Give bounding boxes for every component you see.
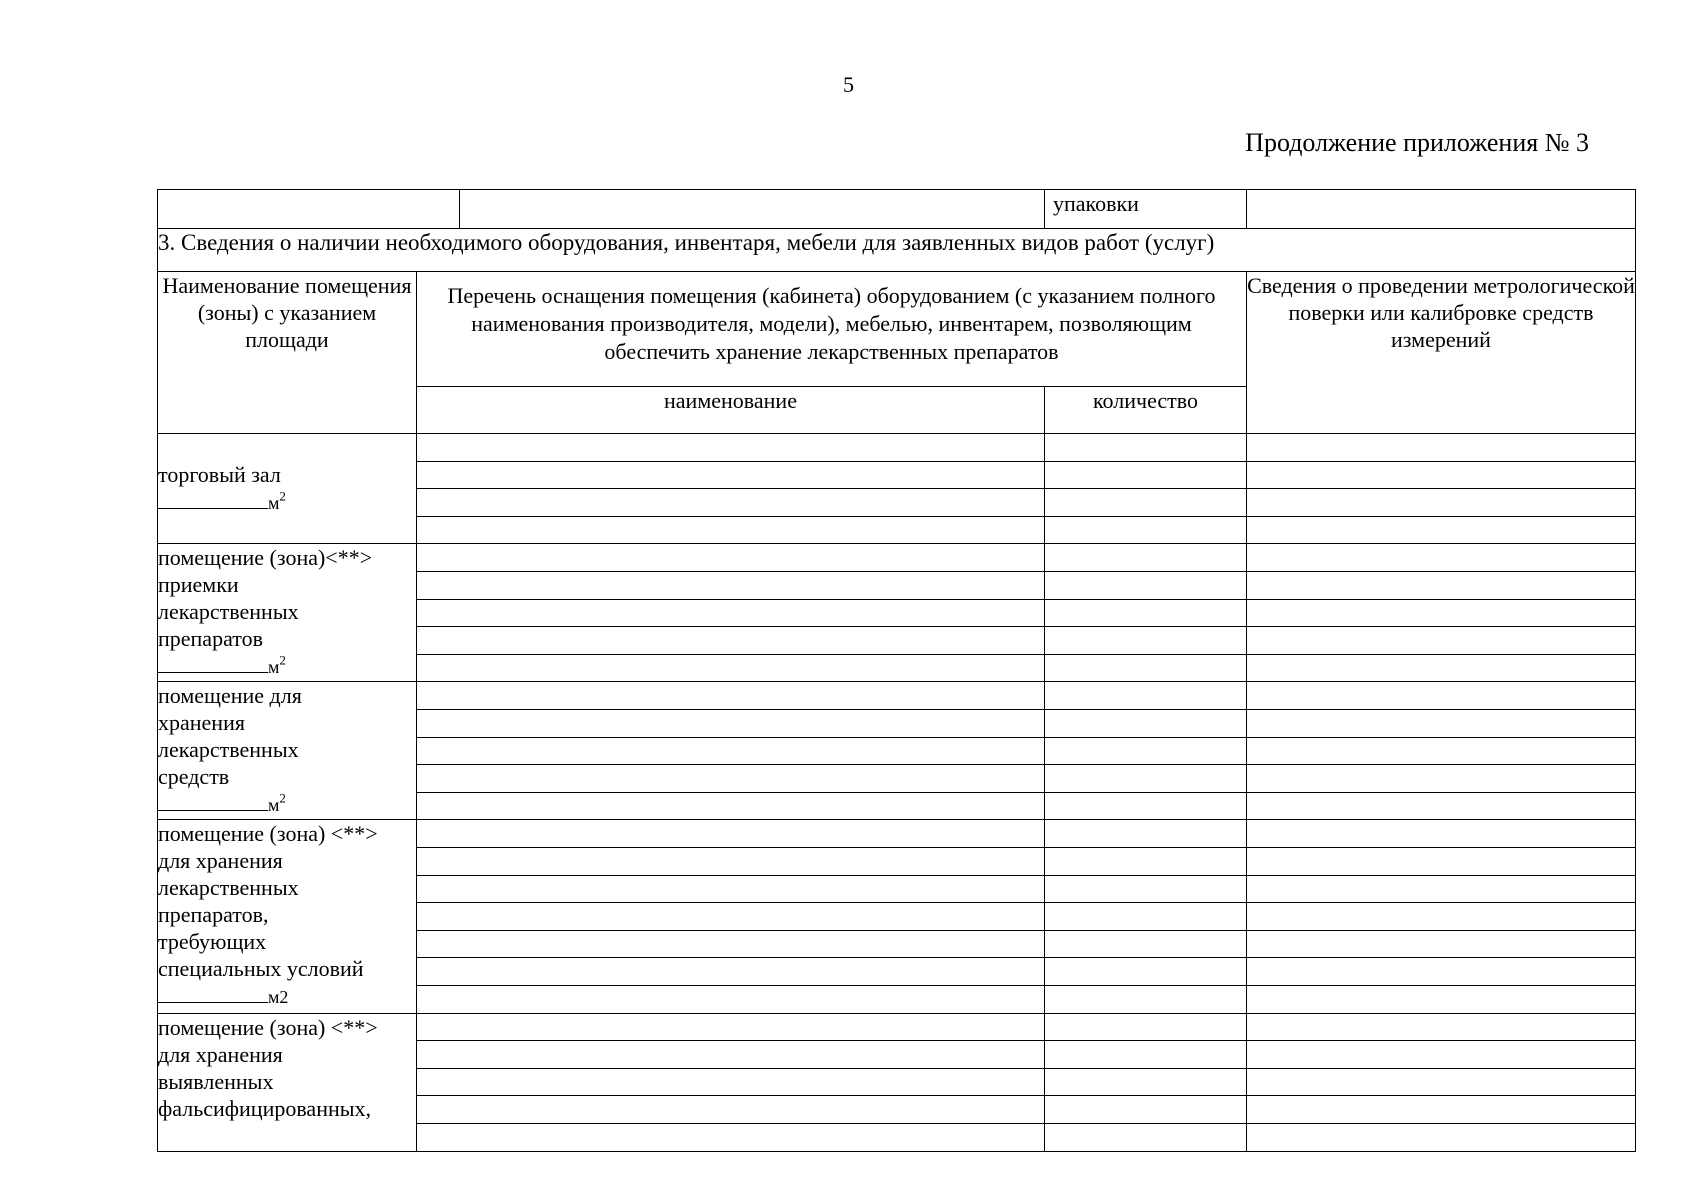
quantity-cell: [1045, 737, 1247, 765]
name-cell: [417, 709, 1045, 737]
header-name: наименование: [417, 387, 1045, 434]
name-cell: [417, 930, 1045, 958]
name-cell: [417, 847, 1045, 875]
name-cell: [417, 1013, 1045, 1041]
calibration-cell: [1247, 461, 1636, 489]
room-label-line: помещение для: [158, 683, 302, 709]
calibration-cell: [1247, 930, 1636, 958]
room-label-line: помещение (зона)<**>: [158, 545, 373, 571]
quantity-cell: [1045, 792, 1247, 820]
header-room: Наименование помещения (зоны) с указанием площади: [158, 272, 417, 434]
name-cell: [417, 544, 1045, 572]
room-label-line: средств: [158, 764, 230, 790]
calibration-cell: [1247, 985, 1636, 1013]
quantity-cell: [1045, 599, 1247, 627]
room-label-line: требующих: [158, 929, 267, 955]
calibration-cell: [1247, 958, 1636, 986]
room-cell: [158, 820, 417, 1013]
room-label-line: приемки: [158, 572, 239, 598]
calibration-cell: [1247, 489, 1636, 517]
calibration-cell: [1247, 1096, 1636, 1124]
room-label-line: помещение (зона) <**>: [158, 1014, 378, 1040]
name-cell: [417, 1041, 1045, 1069]
name-cell: [417, 434, 1045, 462]
calibration-cell: [1247, 847, 1636, 875]
calibration-cell: [1247, 544, 1636, 572]
header-quantity: количество: [1045, 387, 1247, 434]
quantity-cell: [1045, 1013, 1247, 1041]
quantity-cell: [1045, 847, 1247, 875]
name-cell: [417, 903, 1045, 931]
continuation-cell-3: упаковки: [1045, 190, 1247, 229]
calibration-cell: [1247, 434, 1636, 462]
calibration-cell: [1247, 820, 1636, 848]
calibration-cell: [1247, 682, 1636, 710]
name-cell: [417, 599, 1045, 627]
quantity-cell: [1045, 958, 1247, 986]
area-blank: [158, 794, 268, 811]
quantity-cell: [1045, 765, 1247, 793]
table-row: [158, 1013, 1636, 1041]
name-cell: [417, 627, 1045, 655]
room-label-line: специальных условий: [158, 956, 364, 982]
room-label-line: для хранения: [158, 1041, 283, 1067]
name-cell: [417, 654, 1045, 682]
name-cell: [417, 1096, 1045, 1124]
name-cell: [417, 1123, 1045, 1151]
room-cell: [158, 1013, 417, 1151]
room-label-line: фальсифицированных,: [158, 1095, 372, 1121]
area-blank: [158, 656, 268, 673]
room-area: $м^2$: [158, 488, 416, 517]
name-cell: [417, 682, 1045, 710]
page-number: 5: [843, 72, 854, 97]
room-area: $м^2$: [158, 790, 416, 819]
section-title-row: [158, 229, 1636, 272]
name-cell: [417, 875, 1045, 903]
room-label-line: хранения: [158, 710, 245, 736]
room-cell: [158, 434, 417, 544]
quantity-cell: [1045, 903, 1247, 931]
calibration-cell: [1247, 792, 1636, 820]
calibration-cell: [1247, 1041, 1636, 1069]
room-label: торговый зал: [158, 461, 281, 487]
name-cell: [417, 516, 1045, 544]
calibration-cell: [1247, 737, 1636, 765]
room-label-line: выявленных: [158, 1068, 274, 1094]
quantity-cell: [1045, 875, 1247, 903]
quantity-cell: [1045, 461, 1247, 489]
table-row: [158, 820, 1636, 848]
continuation-cell-1: [158, 190, 460, 229]
continuation-cell-4: [1247, 190, 1636, 229]
name-cell: [417, 461, 1045, 489]
name-cell: [417, 985, 1045, 1013]
name-cell: [417, 489, 1045, 517]
calibration-cell: [1247, 875, 1636, 903]
header-calibration: Сведения о проведении метрологической поверки или калибровке средств измерений: [1247, 272, 1636, 434]
quantity-cell: [1045, 434, 1247, 462]
room-label-line: помещение (зона) <**>: [158, 821, 378, 847]
quantity-cell: [1045, 627, 1247, 655]
equipment-form-table: [157, 189, 1636, 1152]
room-label-line: для хранения: [158, 848, 283, 874]
area-blank: [158, 492, 268, 509]
room-cell: [158, 682, 417, 820]
quantity-cell: [1045, 985, 1247, 1013]
name-cell: [417, 1068, 1045, 1096]
calibration-cell: [1247, 516, 1636, 544]
table-row: [158, 544, 1636, 572]
table-row: [158, 682, 1636, 710]
room-area: м2: [158, 982, 416, 1011]
quantity-cell: [1045, 930, 1247, 958]
quantity-cell: [1045, 1123, 1247, 1151]
quantity-cell: [1045, 544, 1247, 572]
name-cell: [417, 571, 1045, 599]
quantity-cell: [1045, 1041, 1247, 1069]
area-blank: [158, 986, 268, 1003]
calibration-cell: [1247, 709, 1636, 737]
room-label-line: лекарственных: [158, 599, 299, 625]
calibration-cell: [1247, 1123, 1636, 1151]
quantity-cell: [1045, 516, 1247, 544]
calibration-cell: [1247, 1013, 1636, 1041]
calibration-cell: [1247, 765, 1636, 793]
header-equipment-list: Перечень оснащения помещения (кабинета) оборудованием (с указанием полного наименования производителя, модели), мебелью, инвентарем, позволяющим обеспечить хранение лекарственных препаратов: [417, 272, 1247, 387]
room-cell: [158, 544, 417, 682]
quantity-cell: [1045, 709, 1247, 737]
table-row: [158, 434, 1636, 462]
section-title: 3. Сведения о наличии необходимого оборудования, инвентаря, мебели для заявленных видов работ (услуг): [158, 229, 1636, 272]
continuation-cell-2: [460, 190, 1045, 229]
calibration-cell: [1247, 571, 1636, 599]
quantity-cell: [1045, 1096, 1247, 1124]
calibration-cell: [1247, 903, 1636, 931]
quantity-cell: [1045, 571, 1247, 599]
room-label-line: препаратов,: [158, 902, 269, 928]
appendix-title: Продолжение приложения № 3: [1245, 128, 1589, 157]
quantity-cell: [1045, 654, 1247, 682]
calibration-cell: [1247, 599, 1636, 627]
quantity-cell: [1045, 682, 1247, 710]
room-area: $м^2$: [158, 652, 416, 681]
name-cell: [417, 958, 1045, 986]
quantity-cell: [1045, 820, 1247, 848]
name-cell: [417, 737, 1045, 765]
calibration-cell: [1247, 1068, 1636, 1096]
name-cell: [417, 792, 1045, 820]
room-label-line: лекарственных: [158, 737, 299, 763]
room-label-line: препаратов: [158, 626, 263, 652]
name-cell: [417, 765, 1045, 793]
continuation-row: [158, 190, 1636, 229]
name-cell: [417, 820, 1045, 848]
header-row-1: [158, 272, 1636, 387]
quantity-cell: [1045, 1068, 1247, 1096]
room-label-line: лекарственных: [158, 875, 299, 901]
calibration-cell: [1247, 654, 1636, 682]
quantity-cell: [1045, 489, 1247, 517]
calibration-cell: [1247, 627, 1636, 655]
